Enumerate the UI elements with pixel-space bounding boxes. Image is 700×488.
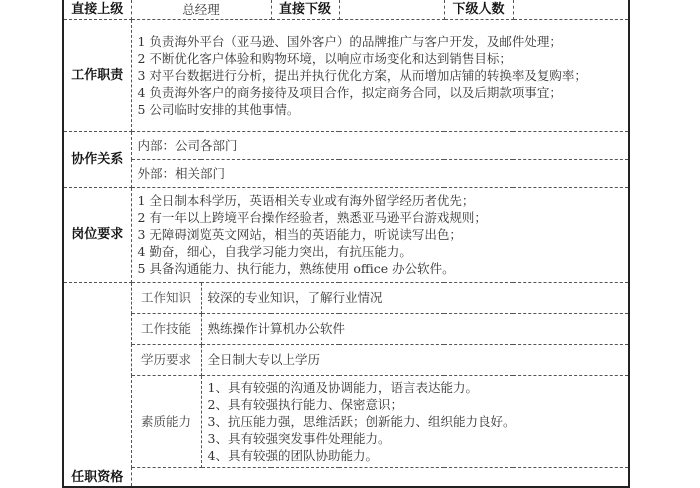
superior-label: 直接上级 — [63, 0, 131, 19]
qualification-sub-label: 学历要求 — [131, 344, 201, 375]
subordinate-label: 直接下级 — [271, 0, 339, 19]
job-description-table — [62, 0, 630, 488]
qualification-value: 熟练操作计算机办公软件 — [201, 313, 629, 344]
quality-item: 3、抗压能力强，思维活跃；创新能力、组织能力良好。 — [207, 413, 516, 429]
qualification-row-cut — [63, 467, 629, 487]
requirement-item: 1 全日制本科学历，英语相关专业或有海外留学经历者优先； — [137, 193, 475, 208]
duty-item: 1 负责海外平台（亚马逊、国外客户）的品牌推广与客户开发，及邮件处理； — [137, 33, 562, 49]
requirement-item: 2 有一年以上跨境平台操作经验者，熟悉亚马逊平台游戏规则； — [137, 210, 487, 225]
count-value — [513, 0, 629, 19]
qualification-sub-label: 工作技能 — [131, 313, 201, 344]
cooperation-label: 协作关系 — [63, 131, 131, 187]
duty-item: 5 公司临时安排的其他事情。 — [137, 101, 300, 117]
requirement-item: 4 勤奋，细心，自我学习能力突出，有抗压能力。 — [137, 244, 412, 259]
quality-item: 1、具有较强的沟通及协调能力，语言表达能力。 — [207, 379, 478, 395]
qualification-value: 较深的专业知识，了解行业情况 — [201, 282, 629, 313]
duties-label: 工作职责 — [63, 19, 131, 131]
qualifications-label: 任职资格 — [63, 282, 131, 487]
qualification-row — [63, 282, 629, 313]
requirement-item: 3 无障碍浏览英文网站，相当的英语能力，听说读写出色； — [137, 227, 462, 242]
superior-value: 总经理 — [131, 0, 271, 19]
quality-content — [201, 375, 629, 467]
quality-label: 素质能力 — [131, 375, 201, 467]
requirements-label: 岗位要求 — [63, 187, 131, 282]
qualification-value: 全日制大专以上学历 — [201, 344, 629, 375]
qualification-row — [63, 313, 629, 344]
duties-content — [131, 19, 629, 131]
requirements-row — [63, 187, 629, 282]
duty-item: 4 负责海外客户的商务接待及项目合作，拟定商务合同，以及后期款项事宜； — [137, 84, 562, 100]
duty-item: 3 对平台数据进行分析，提出并执行优化方案，从而增加店铺的转换率及复购率； — [137, 67, 587, 83]
empty-cell — [131, 467, 629, 487]
duty-item: 2 不断优化客户体验和购物环境，以响应市场变化和达到销售目标； — [137, 50, 512, 66]
requirement-item: 5 具备沟通能力、执行能力，熟练使用 office 办公软件。 — [137, 261, 455, 276]
cooperation-row-external — [63, 159, 629, 187]
quality-item: 4、具有较强的团队协助能力。 — [207, 447, 378, 463]
qualification-sub-label: 工作知识 — [131, 282, 201, 313]
subordinate-value — [339, 0, 444, 19]
qualification-row — [63, 344, 629, 375]
quality-item: 2、具有较强执行能力、保密意识； — [207, 396, 403, 412]
cooperation-row-internal — [63, 131, 629, 159]
cooperation-internal: 内部：公司各部门 — [131, 131, 629, 159]
duties-row — [63, 19, 629, 131]
requirements-content — [131, 187, 629, 282]
quality-row — [63, 375, 629, 467]
cooperation-external: 外部：相关部门 — [131, 159, 629, 187]
quality-item: 3、具有较强突发事件处理能力。 — [207, 430, 391, 446]
top-row — [63, 0, 629, 19]
count-label: 下级人数 — [444, 0, 513, 19]
